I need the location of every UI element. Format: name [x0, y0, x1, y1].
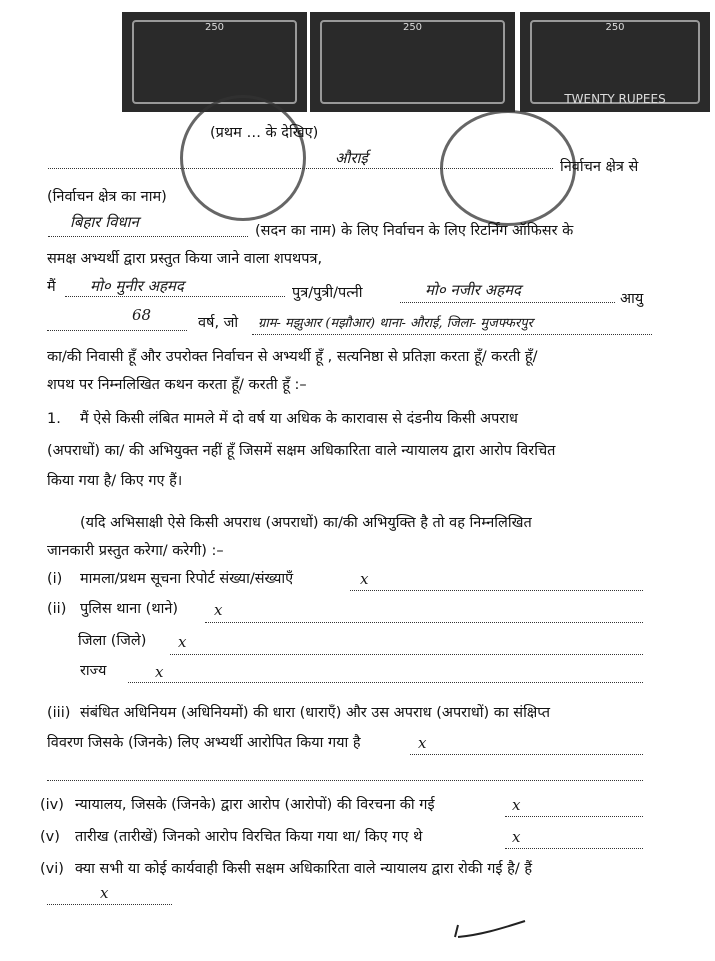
conditional-line1: (यदि अभिसाक्षी ऐसे किसी अपराध (अपराधों) का/की अभियुक्ति है तो वह निम्नलिखित — [80, 515, 532, 531]
constituency-suffix: निर्वाचन क्षेत्र से — [560, 159, 639, 175]
age-value: 68 — [132, 306, 152, 324]
item-ii-number: (ii) — [47, 601, 67, 617]
item-v-number: (v) — [40, 829, 60, 845]
constituency-label: (निर्वाचन क्षेत्र का नाम) — [47, 189, 167, 205]
item-vi-answer: x — [100, 884, 109, 902]
item-ii-answer: x — [214, 601, 223, 619]
court-fee-stamp-1 — [122, 12, 307, 112]
stamp-value: 250 — [605, 22, 625, 33]
house-label: (सदन का नाम) के लिए निर्वाचन के लिए रिटर्निंग ऑफिसर के — [255, 223, 574, 239]
main-prefix: मैं — [47, 279, 56, 295]
state-text: राज्य — [80, 663, 107, 679]
address-line — [252, 334, 652, 335]
declarant-line3: का/की निवासी हूँ और उपरोक्त निर्वाचन से अभ्यर्थी हूँ , सत्यनिष्ठा से प्रतिज्ञा करता हूँ/ करती हूँ/ — [47, 349, 538, 365]
item-ii-text: पुलिस थाना (थाने) — [80, 601, 179, 617]
affidavit-line: समक्ष अभ्यर्थी द्वारा प्रस्तुत किया जाने वाला शपथपत्र, — [47, 251, 323, 267]
item-i-number: (i) — [47, 571, 63, 587]
item-iv-text: न्यायालय, जिसके (जिनके) द्वारा आरोप (आरोपों) की विरचना की गई — [75, 797, 435, 813]
item-iii-line1: संबंधित अधिनियम (अधिनियमों) की धारा (धाराएँ) और उस अपराध (अपराधों) का संक्षिप्त — [80, 705, 550, 721]
item-iii-answer: x — [418, 734, 427, 752]
signature-mark-icon — [450, 915, 530, 945]
item-iii-line — [410, 754, 643, 755]
item-vi-line — [47, 904, 172, 905]
item-ii-line — [205, 622, 643, 623]
declarant-name: मो० मुनीर अहमद — [90, 277, 184, 295]
item-v-line — [505, 848, 643, 849]
house-line — [48, 236, 248, 237]
item-iii-extra-line — [47, 780, 643, 781]
house-name: बिहार विधान — [70, 213, 139, 231]
stamp-value: 250 — [402, 22, 423, 33]
item-iii-number: (iii) — [47, 705, 71, 721]
state-line — [128, 682, 643, 683]
item-v-answer: x — [512, 828, 521, 846]
district-text: जिला (जिले) — [78, 633, 147, 649]
name-line — [65, 296, 285, 297]
age-label: आयु — [620, 291, 644, 307]
item1-line2: (अपराधों) का/ की अभियुक्त नहीं हूँ जिसमें सक्षम अधिकारिता वाले न्यायालय द्वारा आरोप विरचित — [47, 443, 556, 459]
item1-number: 1. — [47, 411, 61, 427]
stamp-text: TWENTY RUPEES — [564, 92, 666, 106]
item-v-text: तारीख (तारीखें) जिनको आरोप विरचित किया गया था/ किए गए थे — [75, 829, 423, 845]
father-name: मो० नजीर अहमद — [425, 281, 522, 299]
state-answer: x — [155, 663, 164, 681]
conditional-line2: जानकारी प्रस्तुत करेगा/ करेगी) :– — [47, 543, 224, 559]
see-note: (प्रथम … के देखिए) — [210, 125, 319, 141]
item-iv-answer: x — [512, 796, 521, 814]
stamp-value: 250 — [204, 22, 225, 33]
item-iii-line2: विवरण जिसके (जिनके) लिए अभ्यर्थी आरोपित किया गया है — [47, 735, 361, 751]
item1-line1: मैं ऐसे किसी लंबित मामले में दो वर्ष या अधिक के कारावास से दंडनीय किसी अपराध — [80, 411, 518, 427]
constituency-line — [48, 168, 553, 169]
item-iv-number: (iv) — [40, 797, 64, 813]
item-i-answer: x — [360, 570, 369, 588]
court-fee-stamp-2 — [310, 12, 515, 112]
father-line — [400, 302, 615, 303]
constituency-name: औराई — [335, 149, 368, 167]
years-label: वर्ष, जो — [198, 315, 239, 331]
court-fee-stamp-3 — [520, 12, 710, 112]
age-line — [47, 330, 187, 331]
item-iv-line — [505, 816, 643, 817]
district-line — [170, 654, 643, 655]
item-i-text: मामला/प्रथम सूचना रिपोर्ट संख्या/संख्याएँ — [80, 571, 294, 587]
relation-label: पुत्र/पुत्री/पत्नी — [292, 285, 363, 301]
item1-line3: किया गया है/ किए गए हैं। — [47, 473, 183, 489]
item-vi-number: (vi) — [40, 861, 64, 877]
item-i-line — [350, 590, 643, 591]
declarant-line4: शपथ पर निम्नलिखित कथन करता हूँ/ करती हूँ :– — [47, 377, 307, 393]
address: ग्राम- मझुआर (मझौआर) थाना- औराई, जिला- मुजफ्फरपुर — [258, 316, 533, 331]
district-answer: x — [178, 633, 187, 651]
item-vi-text: क्या सभी या कोई कार्यवाही किसी सक्षम अधिकारिता वाले न्यायालय द्वारा रोकी गई है/ हैं — [75, 861, 533, 877]
official-seal-icon — [180, 95, 306, 221]
